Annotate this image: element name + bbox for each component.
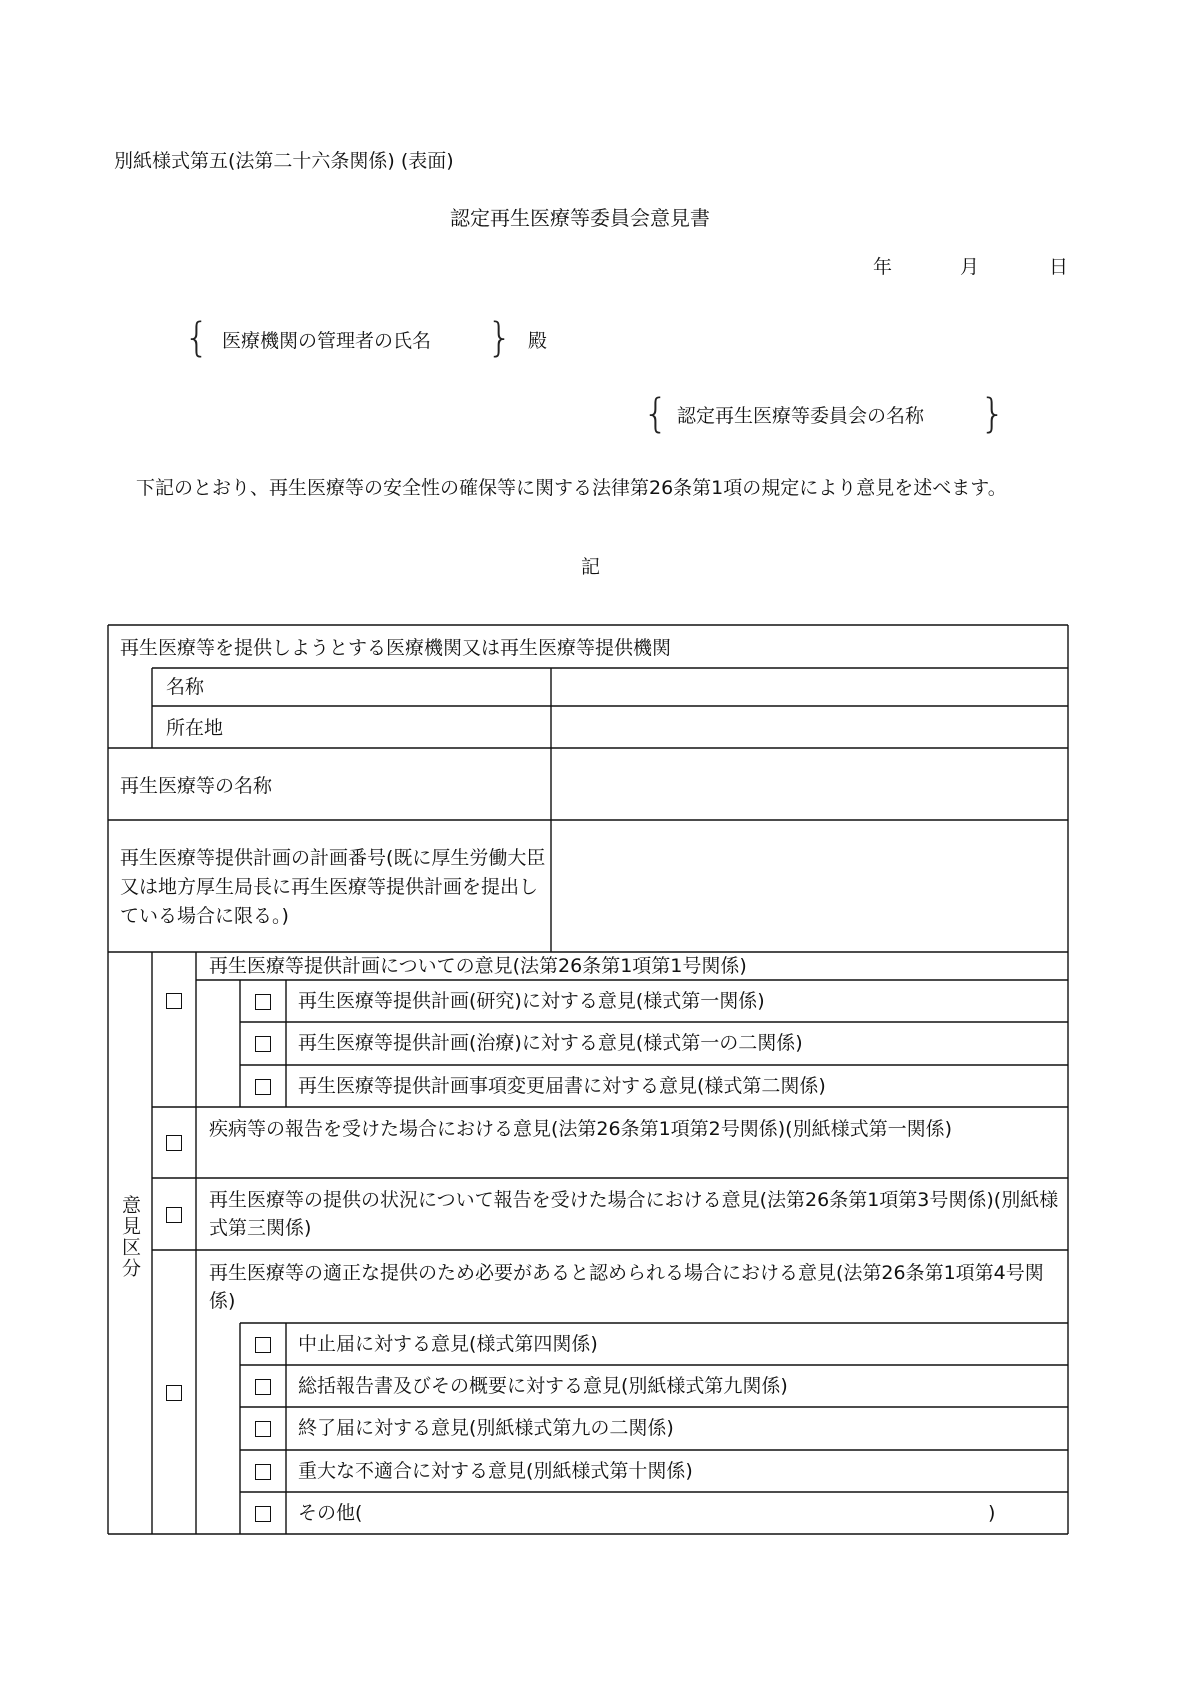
cat4-item4-checkbox[interactable] [255,1464,271,1480]
cat4-checkbox[interactable] [166,1385,182,1401]
cat4-item3-checkbox[interactable] [255,1421,271,1437]
form-label: 別紙様式第五(法第二十六条関係) (表面) [114,150,454,172]
addressee-name: 医療機関の管理者の氏名 [222,330,432,352]
cat4-item4-label: 重大な不適合に対する意見(別紙様式第十関係) [298,1460,693,1482]
institution-header: 再生医療等を提供しようとする医療機関又は再生医療等提供機関 [120,637,672,659]
cat4-item2-checkbox[interactable] [255,1379,271,1395]
date-year: 年 [873,256,893,278]
cat3-checkbox[interactable] [166,1207,182,1223]
institution-name-label: 名称 [166,676,205,698]
cat2-label: 疾病等の報告を受けた場合における意見(法第26条第1項第2号関係)(別紙様式第一関係) [209,1118,953,1140]
cat1-checkbox[interactable] [166,993,182,1009]
cat4-other-label: その他( [298,1502,363,1524]
cat4-title: 再生医療等の適正な提供のため必要があると認められる場合における意見(法第26条第1項第4号関係) [209,1262,1044,1312]
category-label: 意見区分 [119,1195,141,1279]
cat4-other-close: ) [988,1502,996,1524]
plan-number-label: 再生医療等提供計画の計画番号(既に厚生労働大臣又は地方厚生局長に再生医療等提供計画を提出している場合に限る。) [120,847,546,927]
cat4-item3-label: 終了届に対する意見(別紙様式第九の二関係) [298,1417,674,1439]
addressee-open-brace: { [184,315,210,361]
sender-name: 認定再生医療等委員会の名称 [677,405,925,427]
page-title: 認定再生医療等委員会意見書 [450,206,710,230]
cat2-checkbox[interactable] [166,1135,182,1151]
date-month: 月 [960,256,980,278]
cat1-item2-checkbox[interactable] [255,1036,271,1052]
sender-open-brace: { [643,391,669,437]
intro-text: 下記のとおり、再生医療等の安全性の確保等に関する法律第26条第1項の規定により意見を述べます。 [136,477,1007,499]
cat1-title: 再生医療等提供計画についての意見(法第26条第1項第1号関係) [209,955,747,977]
cat4-item1-checkbox[interactable] [255,1337,271,1353]
cat1-item3-label: 再生医療等提供計画事項変更届書に対する意見(様式第二関係) [298,1075,826,1097]
institution-address-label: 所在地 [166,717,224,739]
therapy-name-label: 再生医療等の名称 [120,775,273,797]
cat4-item1-label: 中止届に対する意見(様式第四関係) [298,1333,598,1355]
cat4-other-checkbox[interactable] [255,1506,271,1522]
ki-label: 記 [581,556,601,578]
cat1-item2-label: 再生医療等提供計画(治療)に対する意見(様式第一の二関係) [298,1032,803,1054]
cat1-item3-checkbox[interactable] [255,1079,271,1095]
date-day: 日 [1049,256,1069,278]
cat4-item2-label: 総括報告書及びその概要に対する意見(別紙様式第九関係) [298,1375,788,1397]
cat1-item1-label: 再生医療等提供計画(研究)に対する意見(様式第一関係) [298,990,765,1012]
addressee-close-brace: } [487,315,513,361]
cat3-label: 再生医療等の提供の状況について報告を受けた場合における意見(法第26条第1項第3号関係)(別紙様式第三関係) [209,1189,1059,1239]
sender-close-brace: } [980,391,1006,437]
cat1-item1-checkbox[interactable] [255,994,271,1010]
addressee-honorific: 殿 [528,330,548,352]
